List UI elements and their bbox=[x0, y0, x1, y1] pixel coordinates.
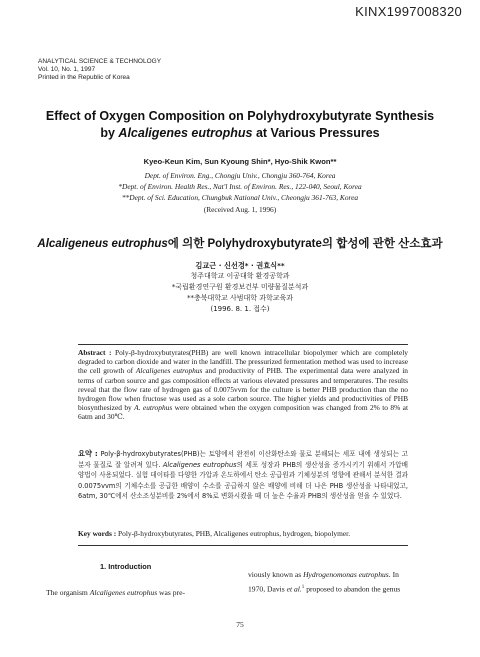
abstract-label: Abstract : bbox=[78, 348, 112, 357]
korean-abstract: 요약 : Poly-β-hydroxybutyrates(PHB)는 토양에서 완전히 이산화탄소와 물로 분해되는 세포 내에 생성되는 고분자 물질로 잘 알려져 있다. Alcaligenes eutrophus의 세포 성장과 PHB의 생산성을 증가시키기 위해서 가압배양법이 사용되었다. 실험 데이타를 다양한 가압과 온도하에서 탄소 공급원과 기체성분의 영향에 관해서 분석한 결과 0.0075vvm의 기체수소를 공급한 배양이 수소를 공급하지 않은 배양에 비해 더 나은 PHB 생산성을 나타내었고, 6atm, 30℃에서 산소조성분비를 2%에서 8%로 변화시켰을 때 더 높은 수율과 PHB의 생산성을 얻을 수 있었다. bbox=[78, 449, 409, 500]
journal-info bbox=[38, 58, 161, 82]
korean-affiliation-3: **충북대학교 사범대학 과학교육과 bbox=[186, 294, 294, 302]
journal-volume: Vol. 10, No. 1, 1997 bbox=[38, 66, 96, 73]
title-line-2: by Alcaligenes eutrophus at Various Pressures bbox=[100, 126, 380, 140]
affiliation-2: *Dept. of Environ. Health Res., Nat'l Inst. of Environ. Res., 122-040, Seoul, Korea bbox=[118, 182, 362, 192]
korean-author-block bbox=[0, 260, 480, 315]
affiliations bbox=[0, 170, 480, 215]
received-date: (Received Aug. 1, 1996) bbox=[203, 204, 277, 214]
citation-ref: 1 bbox=[301, 585, 305, 590]
korean-authors: 김교근 · 신선경* · 권효식** bbox=[195, 261, 285, 270]
intro-right-line-1: viously known as Hydrogenomonas eutrophus. In bbox=[248, 570, 399, 579]
abstract-bottom-rule bbox=[78, 545, 408, 546]
abstract-top-rule bbox=[78, 344, 408, 345]
title-organism: Alcaligenes eutrophus bbox=[118, 126, 253, 140]
title-line-1: Effect of Oxygen Composition on Polyhydroxybutyrate Synthesis bbox=[45, 109, 435, 123]
korean-title-organism: Alcaligeneus eutrophus bbox=[37, 238, 168, 250]
korean-affiliation-2: *국립환경연구원 환경보건부 미량물질분석과 bbox=[171, 283, 309, 291]
keywords: Key words : Poly-β-hydroxybutyrates, PHB, Alcaligenes eutrophus, hydrogen, biopolymer. bbox=[78, 529, 351, 538]
keywords-label: Key words : bbox=[78, 529, 117, 538]
abstract: Abstract : Poly-β-hydroxybutyrates(PHB) are well known intracellular biopolymer which are completely degraded to carbon dioxide and water in the landfill. The pressurized fermentation method was used to increase the cell growth of Alcaligenes eutrophus and productivity of PHB. The experimental data were analyzed in terms of carbon source and gas composition effects at various elevated pressures and temperatures. The results reveal that the flow rate of hydrogen gas of 0.0075vvm for the culture is better PHB production than the no hydrogen flow when fructose was used as a sole carbon source. The higher yields and productivities of PHB biosynthesized by A. eutrophus were obtained when the oxygen composition was changed from 2% to 8% at 6atm and 30℃. bbox=[78, 348, 409, 422]
affiliation-1: Dept. of Environ. Eng., Chongju Univ., Chongju 360-764, Korea bbox=[144, 171, 336, 180]
intro-right-line-2: 1970, Davis et al.$^1$ proposed to abandon the genus bbox=[248, 584, 401, 594]
journal-name: ANALYTICAL SCIENCE & TECHNOLOGY bbox=[38, 58, 162, 65]
affiliation-3: **Dept. of Sci. Education, Chungbuk National Univ., Cheongju 361-763, Korea bbox=[121, 193, 359, 203]
korean-title: Alcaligeneus eutrophus에 의한 Polyhydroxybutyrate의 합성에 관한 산소효과 bbox=[37, 238, 443, 250]
paper-title bbox=[20, 108, 460, 142]
document-id: KINX1997008320 bbox=[355, 4, 462, 19]
korean-abstract-label: 요약 : bbox=[78, 449, 98, 458]
section-heading-introduction: 1. Introduction bbox=[100, 562, 152, 571]
intro-left-column: The organism Alcaligenes eutrophus was pre- bbox=[46, 588, 185, 597]
korean-affiliation-1: 청주대학교 이공대학 환경공학과 bbox=[190, 272, 290, 280]
author-list: Kyeo-Keun Kim, Sun Kyoung Shin*, Hyo-Shik Kwon** bbox=[143, 157, 337, 166]
page-number: 75 bbox=[236, 620, 244, 629]
journal-printed: Printed in the Republic of Korea bbox=[38, 74, 130, 81]
intro-right-column bbox=[248, 568, 444, 596]
korean-received-date: (1996. 8. 1. 접수) bbox=[210, 305, 270, 313]
